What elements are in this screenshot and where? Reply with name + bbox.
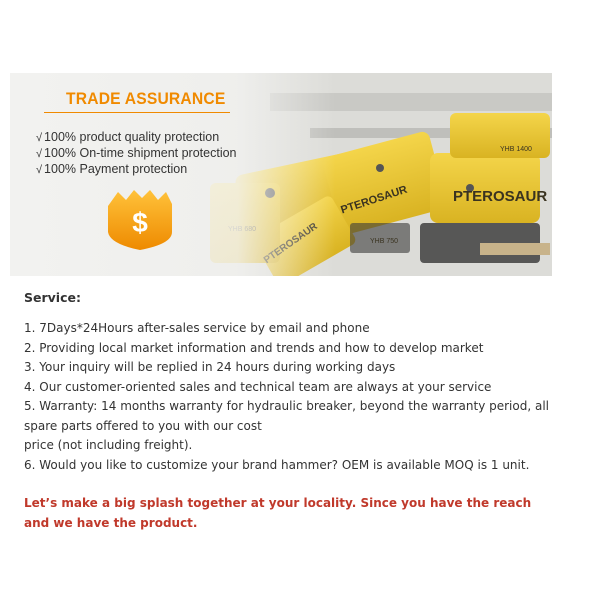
service-line: 2. Providing local market information and trends and how to develop market — [24, 340, 484, 355]
assurance-item-text: 100% product quality protection — [44, 130, 220, 144]
call-to-action: Let’s make a big splash together at your locality. Since you have the reach and we have the product. — [24, 496, 532, 530]
check-icon: √ — [36, 132, 43, 144]
assurance-item-text: 100% Payment protection — [44, 162, 188, 176]
assurance-item — [36, 129, 237, 145]
check-icon: √ — [36, 148, 43, 160]
check-icon: √ — [36, 164, 43, 176]
service-line: 6. Would you like to customize your brand hammer? OEM is available MOQ is 1 unit. — [24, 457, 530, 472]
service-line: 5. Warranty: 14 months warranty for hydraulic breaker, beyond the warranty period, all — [24, 399, 549, 413]
service-line: 4. Our customer-oriented sales and technical team are always at your service — [24, 379, 492, 394]
trade-assurance-title: TRADE ASSURANCE — [66, 89, 226, 108]
dollar-symbol: $ — [132, 207, 148, 238]
service-line: price (not including freight). — [24, 438, 193, 452]
service-line: 3. Your inquiry will be replied in 24 hours during working days — [24, 360, 396, 374]
service-heading: Service: — [24, 290, 81, 305]
dollar-shield-icon — [106, 188, 176, 252]
service-line: spare parts offered to you with our cost — [24, 418, 262, 433]
assurance-item — [36, 161, 237, 177]
assurance-item-text: 100% On-time shipment protection — [44, 146, 237, 160]
service-line: 1. 7Days*24Hours after-sales service by email and phone — [24, 321, 370, 335]
service-section — [24, 288, 554, 533]
title-underline — [44, 112, 230, 113]
assurance-list — [36, 129, 237, 177]
assurance-item — [36, 145, 237, 161]
